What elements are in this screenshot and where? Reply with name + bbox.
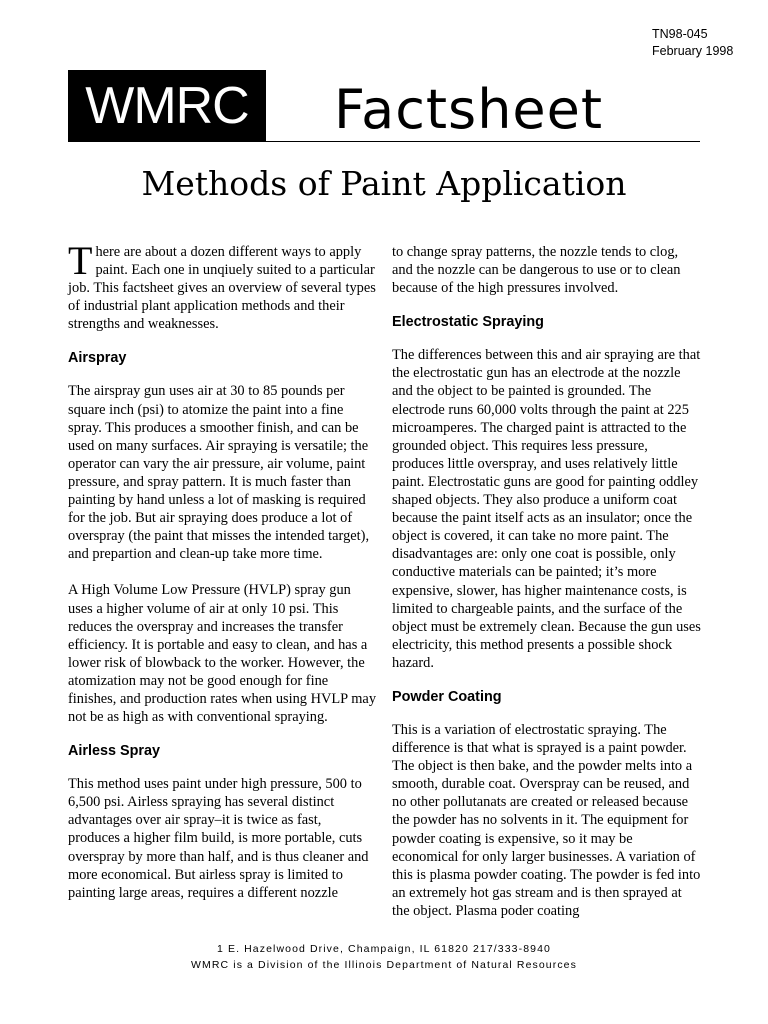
- airless-paragraph-continued: to change spray patterns, the nozzle tends to clog, and the nozzle can be dangerous to use or to clean because of the high pressures involved.: [392, 244, 681, 297]
- airspray-heading: Airspray: [68, 350, 127, 367]
- footer-division: WMRC is a Division of the Illinois Department of Natural Resources: [191, 959, 577, 971]
- airspray-paragraph-1: The airspray gun uses air at 30 to 85 pounds per square inch (psi) to atomize the paint into a fine spray. This produces a smoother finish, and can be used on many surfaces. Air spraying is versatile; the operator can vary the air pressure, air volume, paint pressure, and spray pattern. It is much faster than painting by hand unless a lot of masking is required for the job. But air spraying does produce a lot of overspray (the paint that misses the intended target), and prepartion and clean-up take more time.: [68, 383, 370, 563]
- footer-address: 1 E. Hazelwood Drive, Champaign, IL 61820 217/333-8940: [217, 943, 551, 955]
- intro-paragraph: [68, 238, 376, 333]
- airless-paragraph: This method uses paint under high pressure, 500 to 6,500 psi. Airless spraying has several distinct advantages over air spray–it is twice as fast, produces a higher film build, is more portable, cuts overspray by more than half, and is thus cleaner and more economical. But airless spray is limited to painting large areas, requires a different nozzle: [68, 776, 369, 901]
- doc-number: TN98-045: [652, 27, 708, 41]
- electrostatic-heading: Electrostatic Spraying: [392, 314, 544, 331]
- left-column: [68, 238, 377, 902]
- drop-cap: T: [68, 238, 93, 283]
- powder-heading: Powder Coating: [392, 688, 502, 705]
- document-id-block: [652, 26, 733, 60]
- airless-heading: Airless Spray: [68, 743, 160, 760]
- electrostatic-paragraph: The differences between this and air spraying are that the electrostatic gun has an electrode at the nozzle and the object to be painted is grounded. The electrode runs 60,000 volts through the paint at 225 microamperes. The charged paint is attracted to the grounded object. This requires less pressure, produces little overspray, and uses relatively little paint. Electrostatic guns are good for painting oddley shaped objects. They also produce a uniform coat because the paint itself acts as an insulator; once the object is covered, it can take no more paint. The disadvantages are: only one coat is possible, only conductive materials can be painted; it’s more expensive, slower, has higher maintenance costs, is limited to chargeable paints, and the surface of the object must be extremely clean. Because the gun uses electricity, this method presents a possible shock hazard.: [392, 347, 701, 671]
- airspray-paragraph-2: A High Volume Low Pressure (HVLP) spray gun uses a higher volume of air at only 10 psi. This reduces the overspray and increases the transfer efficiency. It is portable and easy to clean, and has a lower risk of blowback to the worker. However, the atomization may not be good enough for fine finishes, and production rates when using HVLP may not be as high as with conventional spraying.: [68, 582, 377, 726]
- doc-date: February 1998: [652, 44, 734, 58]
- wmrc-logo: WMRC: [68, 70, 266, 142]
- intro-text: here are about a dozen different ways to apply paint. Each one in unqiuely suited to a particular job. This factsheet gives an overview of several types of industrial plant application methods and their strengths and weaknesses.: [68, 244, 376, 333]
- page-footer: [0, 941, 768, 973]
- header-rule: [266, 141, 700, 142]
- right-column: [392, 243, 702, 920]
- powder-paragraph: This is a variation of electrostatic spraying. The difference is that what is sprayed is a paint powder. The object is then bake, and the powder melts into a smooth, durable coat. Overspray can be reused, and no other pollutanats are created or released because the powder has no solvents in it. The equipment for powder coating is expensive, so it may be economical for only larger businesses. A variation of this is plasma powder coating. The powder is fed into an extremely hot gas stream and is then sprayed at the object. Plasma poder coating: [392, 721, 701, 919]
- page-title: Methods of Paint Application: [141, 164, 627, 203]
- series-title: Factsheet: [334, 78, 604, 141]
